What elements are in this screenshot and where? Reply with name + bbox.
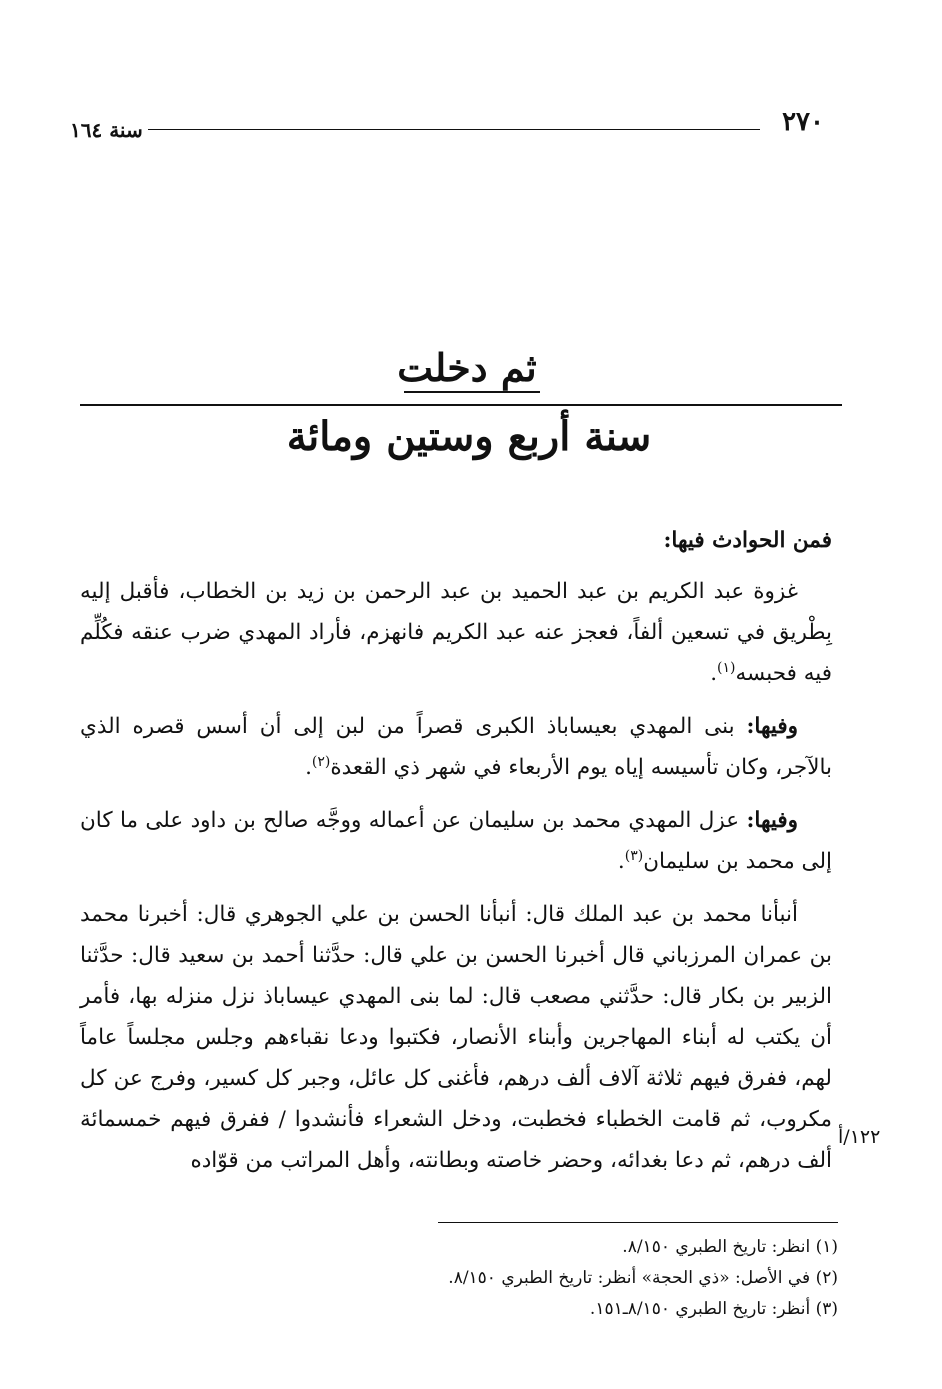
chapter-title-line1-text: ثم دخلت [397,345,537,390]
paragraph-1-text: غزوة عبد الكريم بن عبد الحميد بن عبد الرحمن بن زيد بن الخطاب، فأقبل إليه بِطْريق في تسعين ألفاً، فعجز عنه عبد الكريم فانهزم، فأراد المهدي ضرب عنقه فكُلِّم فيه فحبسه [80,579,832,686]
chapter-title-line2 [0,413,942,460]
chapter-title-line2-text: سنة أربع وستين ومائة [286,413,652,460]
manuscript-folio-note: ١٢٢/أ [838,1126,881,1148]
paragraph-3-text: عزل المهدي محمد بن سليمان عن أعماله ووجَّه صالح بن داود على ما كان إلى محمد بن سليمان [80,808,832,874]
title-rule-long [80,404,842,406]
running-title: سنة ١٦٤ [70,118,143,142]
paragraph-2 [80,706,832,788]
paragraph-1 [80,571,832,694]
paragraph-3-lead: وفيها: [746,808,798,833]
paragraph-4: أنبأنا محمد بن عبد الملك قال: أنبأنا الحسن بن علي الجوهري قال: أخبرنا محمد بن عمران المرزباني قال أخبرنا الحسن بن علي قال: حدَّثنا أحمد بن سعيد قال: حدَّثنا الزبير بن بكار قال: حدَّثني مصعب قال: لما بنى المهدي عيساباذ نزل منزله بها، فأمر أن يكتب له أبناء المهاجرين وأبناء الأنصار، فكتبوا ودعا نقباءهم وجلس مجلساً عاماً لهم، ففرق فيهم ثلاثة آلاف ألف درهم، فأغنى كل عائل، وجبر كل كسير، وفرج عن كل مكروب، ثم قامت الخطباء فخطبت، ودخل الشعراء فأنشدوا / ففرق فيهم خمسمائة ألف درهم، ثم دعا بغدائه، وحضر خاصته وبطانته، وأهل المراتب من قوّاده [80,902,832,1173]
footnote-2: (٢) في الأصل: «ذي الحجة» أنظر: تاريخ الطبري ٨/١٥٠. [448,1268,838,1288]
footnote-3: (٣) أنظر: تاريخ الطبري ٨/١٥٠ـ١٥١. [589,1299,838,1319]
paragraph-1-end: . [710,661,718,686]
paragraph-3 [80,800,832,882]
footnotes [80,1232,838,1325]
paragraph-2-lead: وفيها: [746,714,798,739]
title-rule-short [404,391,540,393]
intro-heading: فمن الحوادث فيها: [663,528,832,553]
footnote-ref-2: (٢) [311,753,331,770]
footnote-ref-3: (٣) [624,847,644,864]
body-text [80,520,832,1193]
paragraph-2-text: بنى المهدي بعيساباذ الكبرى قصراً من لبن إلى أن أسس قصره الذي بالآجر، وكان تأسيسه إياه يوم الأربعاء في شهر ذي القعدة [80,714,832,780]
footnote-rule [438,1222,838,1223]
paragraph-3-end: . [617,849,625,874]
footnote-1: (١) انظر: تاريخ الطبري ٨/١٥٠. [622,1237,838,1257]
page-number: ٢٧٠ [782,107,824,137]
header-rule [148,129,760,130]
footnote-ref-1: (١) [717,659,736,676]
paragraph-2-end: . [305,755,312,780]
chapter-title-line1 [0,345,942,390]
